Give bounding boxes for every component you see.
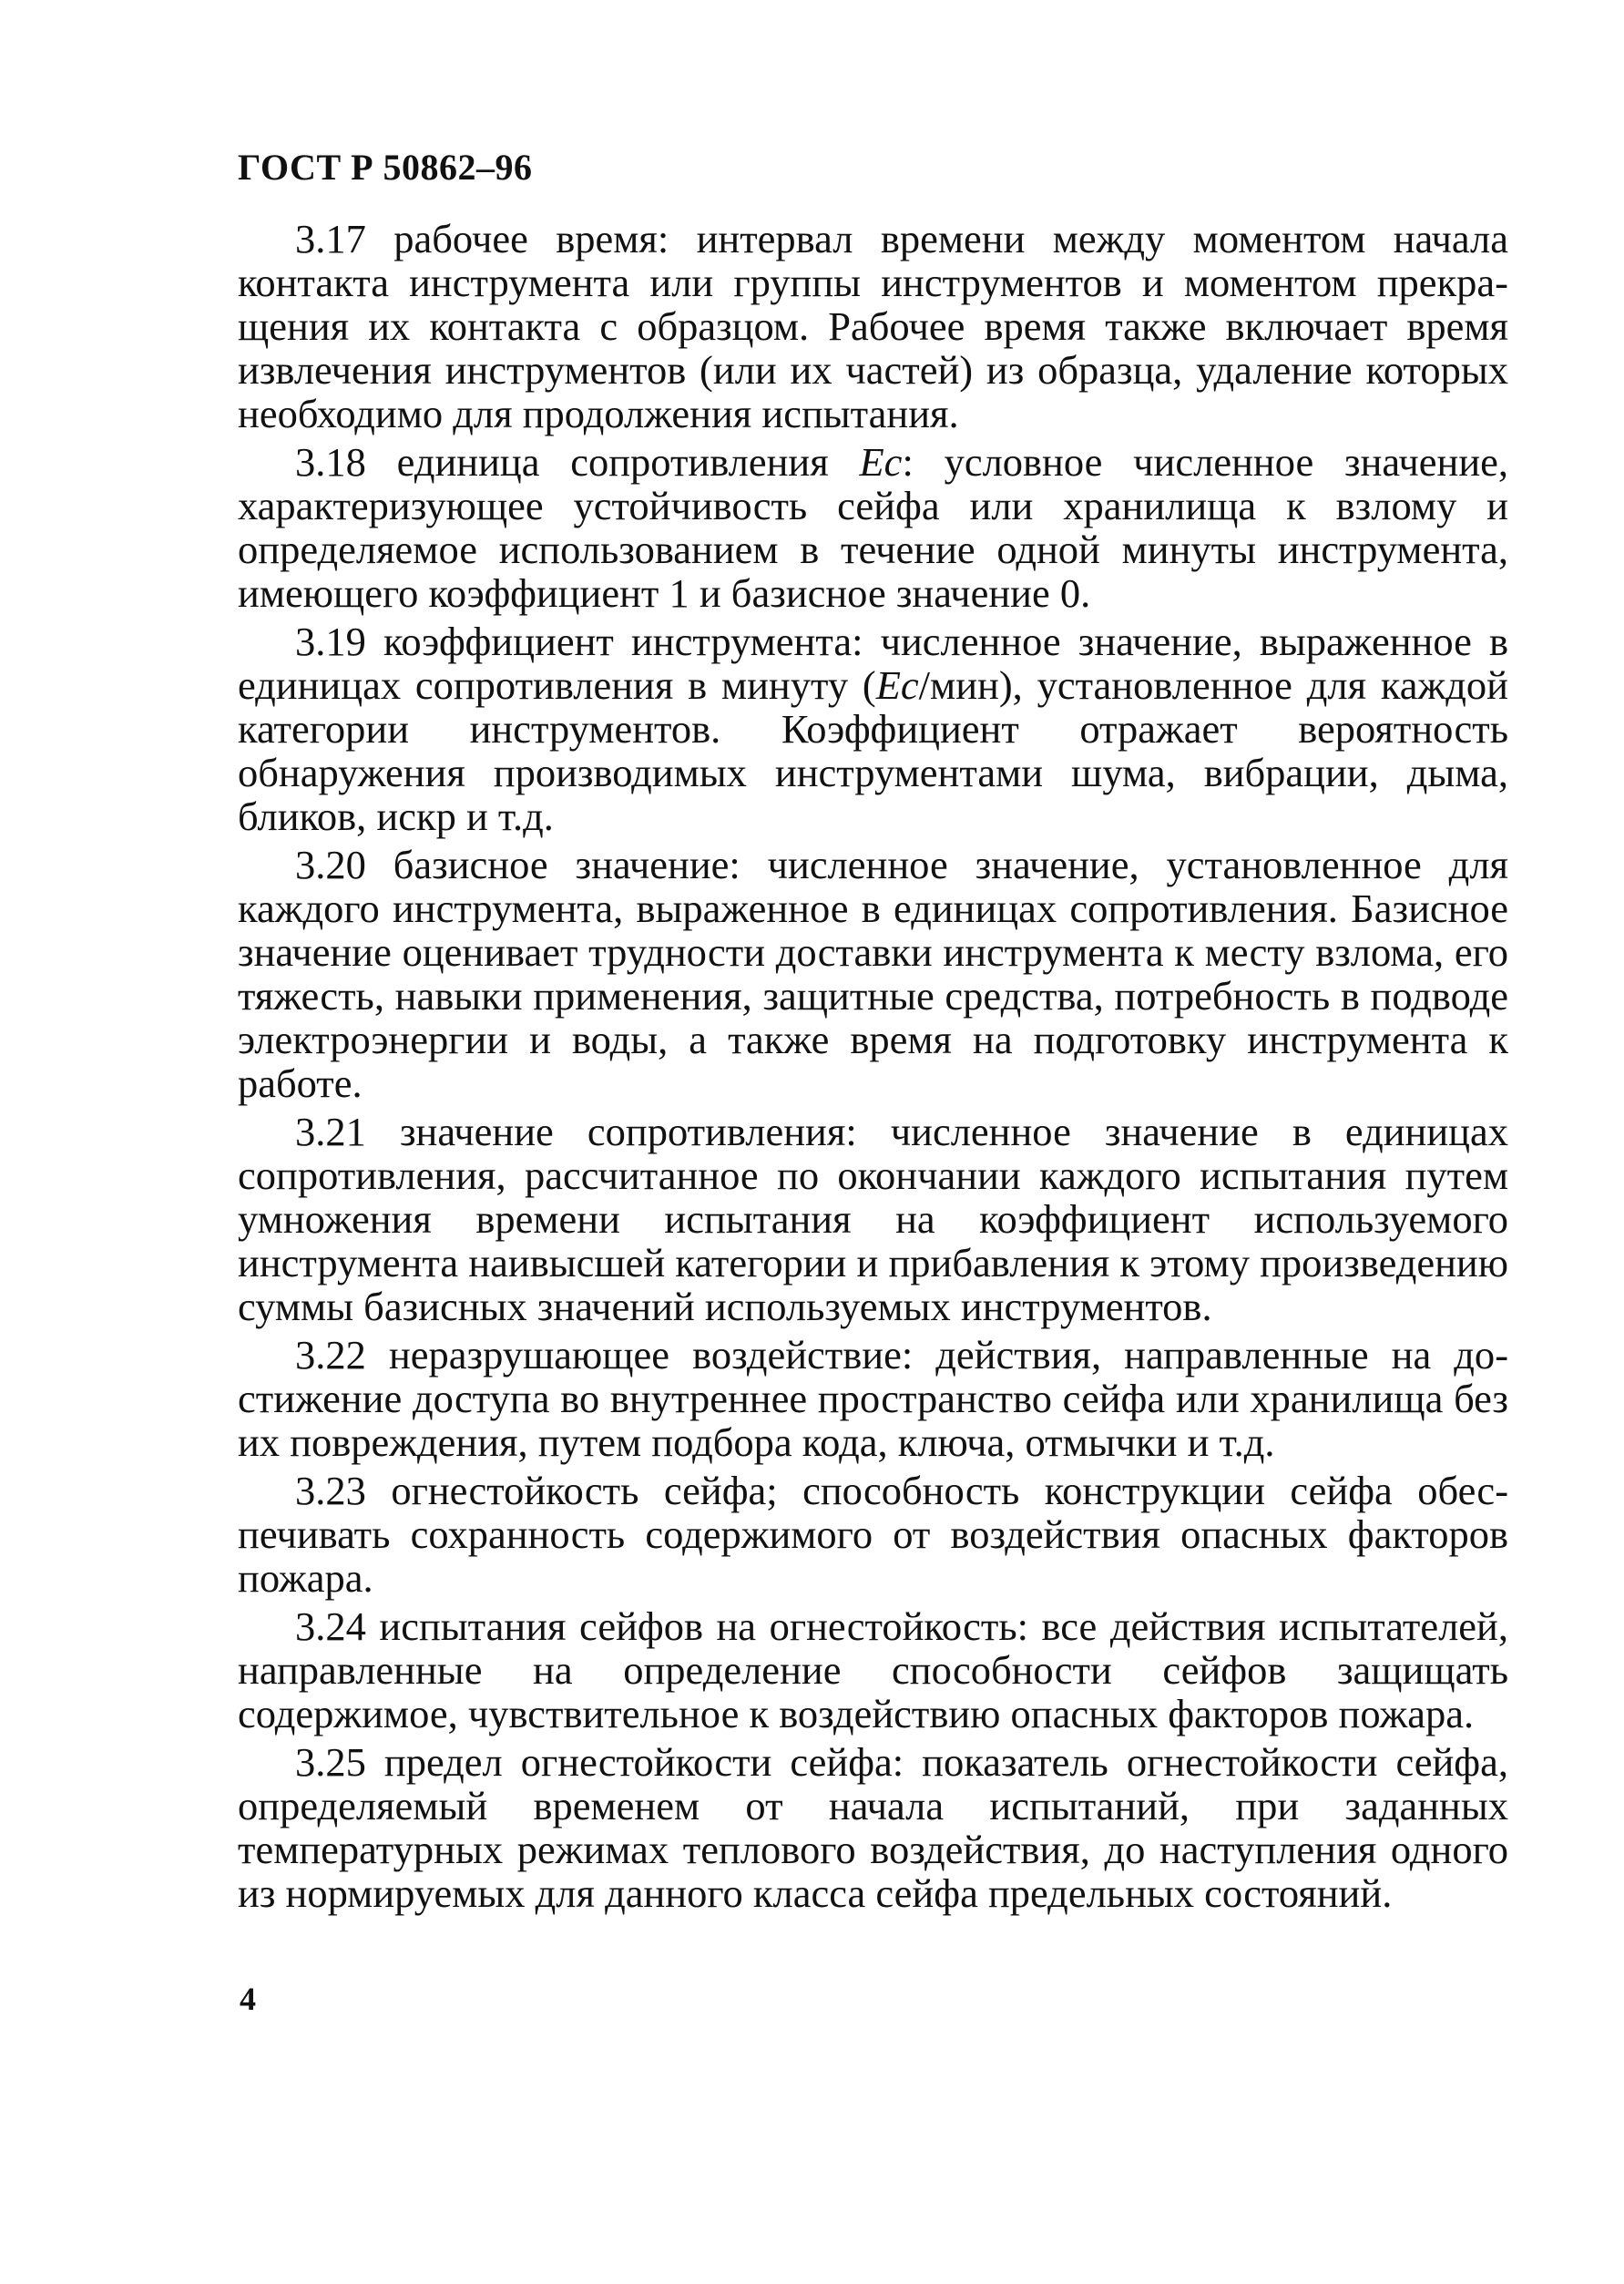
clause-3-20 [238,843,1508,1105]
clause-text: предел огнестойкости сейфа: показатель огнестойкости сейфа, определяемый временем от начала испытаний, при заданных температурных режимах теплового воздействия, до наступления одного из нормируемых для данного класса сейфа предельных состояний. [238,1739,1509,1916]
clause-number: 3.22 [295,1332,366,1378]
clause-3-22 [238,1333,1508,1464]
clause-number: 3.17 [295,216,366,261]
clause-3-25 [238,1740,1508,1915]
clause-number: 3.21 [295,1109,366,1154]
clause-text: базисное значение: численное значение, установленное для каждого инструмента, выраженное в единицах сопротивления. Базисное значение оценивает трудности доставки инструмента к месту взлома, его тяжесть, навыки применения, защитные средства, потребность в подводе электроэнергии и воды, а также время на подготовку инструмента к работе. [238,842,1508,1106]
clause-text-continued: /мин), установленное для каждой категории инструментов. Коэффициент отражает вероятность обнаружения производимых инструментами шума, вибрации, дыма, бликов, искр и т.д. [238,662,1509,839]
clause-text: значение сопротивления: численное значение в единицах сопротивления, рассчитанное по окончании каждого испытания путем умножения времени испытания на коэффициент используемого инструмента наивысшей категории и прибавления к этому произведению суммы базисных значений используемых инструментов. [238,1109,1508,1329]
page-number: 4 [240,1981,256,2017]
clause-number: 3.23 [295,1468,366,1513]
clause-text-continued: : условное численное значение, характеризующее устойчивость сейфа или хранилища к взлому и определяемое использованием в течение одной минуты инструмента, имеющего коэффициент 1 и базисное значение 0. [238,439,1509,616]
clause-3-18 [238,440,1508,615]
clause-text: огнестойкость сейфа; способность конструкции сейфа обеспечивать сохранность содержимого от воздействия опасных факторов пожара. [238,1468,1509,1601]
clause-number: 3.19 [295,619,366,664]
clause-3-24 [238,1604,1508,1736]
resistance-unit-symbol: Ес [875,662,919,708]
clause-3-23 [238,1469,1508,1600]
clause-3-17 [238,217,1508,435]
clause-text: неразрушающее воздействие: действия, направленные на достижение доступа во внутреннее пространство сейфа или хранилища без их повреждения, путем подбора кода, ключа, отмычки и т.д. [238,1332,1509,1465]
clause-3-19 [238,620,1508,838]
clause-number: 3.25 [295,1739,366,1785]
document-body [238,217,1508,1920]
clause-3-21 [238,1110,1508,1328]
clause-text: коэффициент инструмента: численное значение, выраженное в единицах сопротивления в минуту ( [238,619,1508,708]
clause-number: 3.20 [295,842,366,887]
clause-text: единица сопротивления [396,439,829,485]
resistance-unit-symbol: Ес [859,439,903,485]
document-header: ГОСТ Р 50862–96 [238,147,533,188]
clause-number: 3.24 [295,1603,366,1649]
clause-text: рабочее время: интервал времени между моментом начала контакта инструмента или группы инструментов и моментом прекращения их контакта с образцом. Рабочее время также включает время извлечения инструментов (или их частей) из образца, удаление которых необходимо для продолжения испытания. [238,216,1509,436]
clause-text: испытания сейфов на огнестойкость: все действия испытателей, направленные на определение способности сейфов защищать содержимое, чувствительное к воздействию опасных факторов пожара. [238,1603,1508,1736]
clause-number: 3.18 [295,439,366,485]
